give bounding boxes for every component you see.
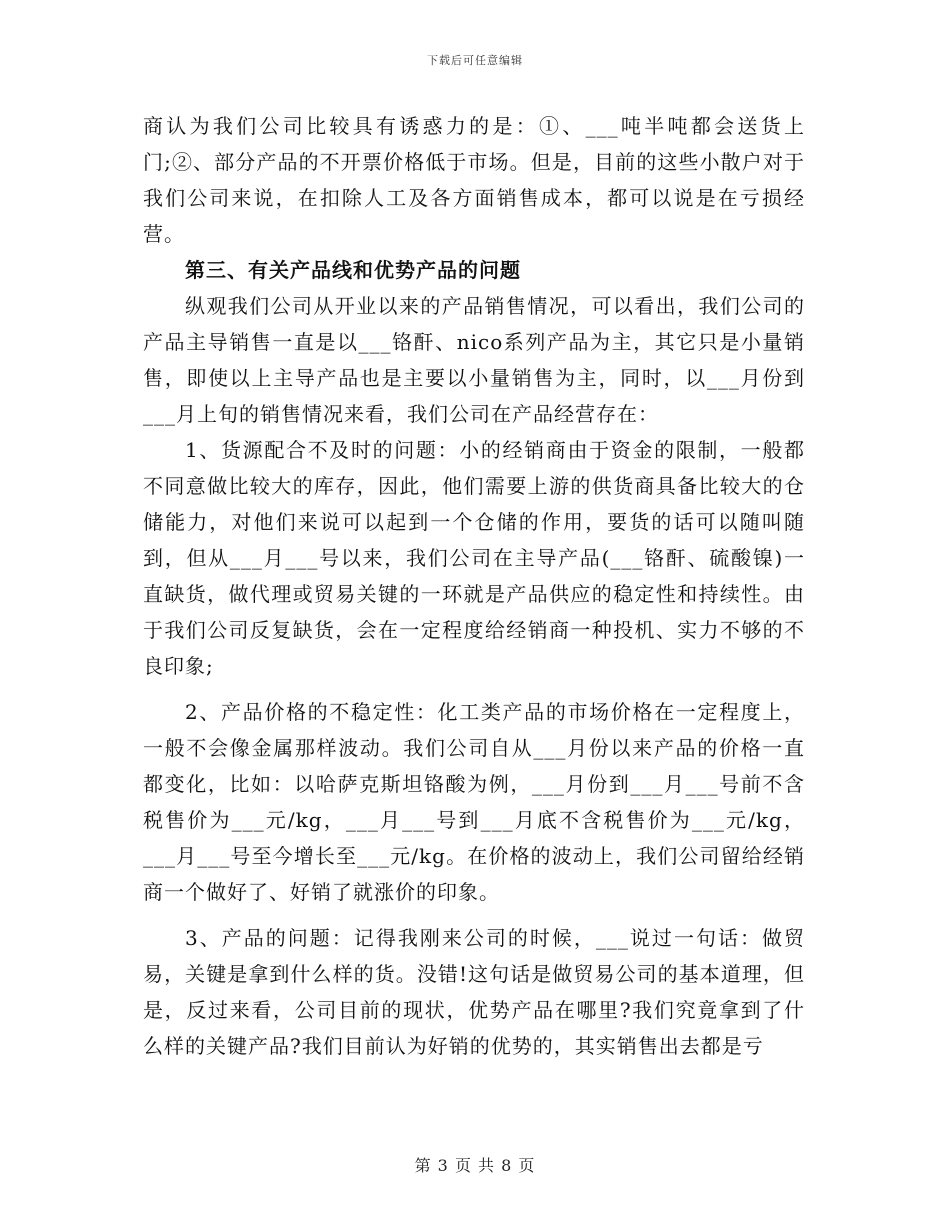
page-header: 下载后可任意编辑 bbox=[427, 54, 523, 67]
document-body bbox=[143, 108, 805, 1064]
paragraph-overview: 纵观我们公司从开业以来的产品销售情况，可以看出，我们公司的产品主导销售一直是以___铬酐、nico系列产品为主，其它只是小量销售，即使以上主导产品也是主要以小量销售为主，同时，以___月份到___月上旬的销售情况来看，我们公司在产品经营存在： bbox=[143, 294, 805, 426]
section-heading: 第三、有关产品线和优势产品的问题 bbox=[185, 258, 521, 282]
paragraph-item-2: 2、产品价格的不稳定性：化工类产品的市场价格在一定程度上，一般不会像金属那样波动。我们公司自从___月份以来产品的价格一直都变化，比如：以哈萨克斯坦铬酸为例，___月份到___月___号前不含税售价为___元/kg，___月___号到___月底不含税售价为___元/kg，___月___号至今增长至___元/kg。在价格的波动上，我们公司留给经销商一个做好了、好销了就涨价的印象。 bbox=[143, 700, 805, 904]
paragraph-item-3: 3、产品的问题：记得我刚来公司的时候，___说过一句话：做贸易，关键是拿到什么样的货。没错!这句话是做贸易公司的基本道理，但是，反过来看，公司目前的现状，优势产品在哪里?我们究竟拿到了什么样的关键产品?我们目前认为好销的优势的，其实销售出去都是亏 bbox=[143, 926, 805, 1058]
paragraph-continuation: 商认为我们公司比较具有诱惑力的是：①、___吨半吨都会送货上门;②、部分产品的不开票价格低于市场。但是，目前的这些小散户对于我们公司来说，在扣除人工及各方面销售成本，都可以说是在亏损经营。 bbox=[143, 114, 805, 246]
paragraph-item-1: 1、货源配合不及时的问题：小的经销商由于资金的限制，一般都不同意做比较大的库存，因此，他们需要上游的供货商具备比较大的仓储能力，对他们来说可以起到一个仓储的作用，要货的话可以随叫随到，但从___月___号以来，我们公司在主导产品(___铬酐、硫酸镍)一直缺货，做代理或贸易关键的一环就是产品供应的稳定性和持续性。由于我们公司反复缺货，会在一定程度给经销商一种投机、实力不够的不良印象; bbox=[143, 438, 805, 678]
page-number: 第 3 页 共 8 页 bbox=[414, 1156, 536, 1175]
